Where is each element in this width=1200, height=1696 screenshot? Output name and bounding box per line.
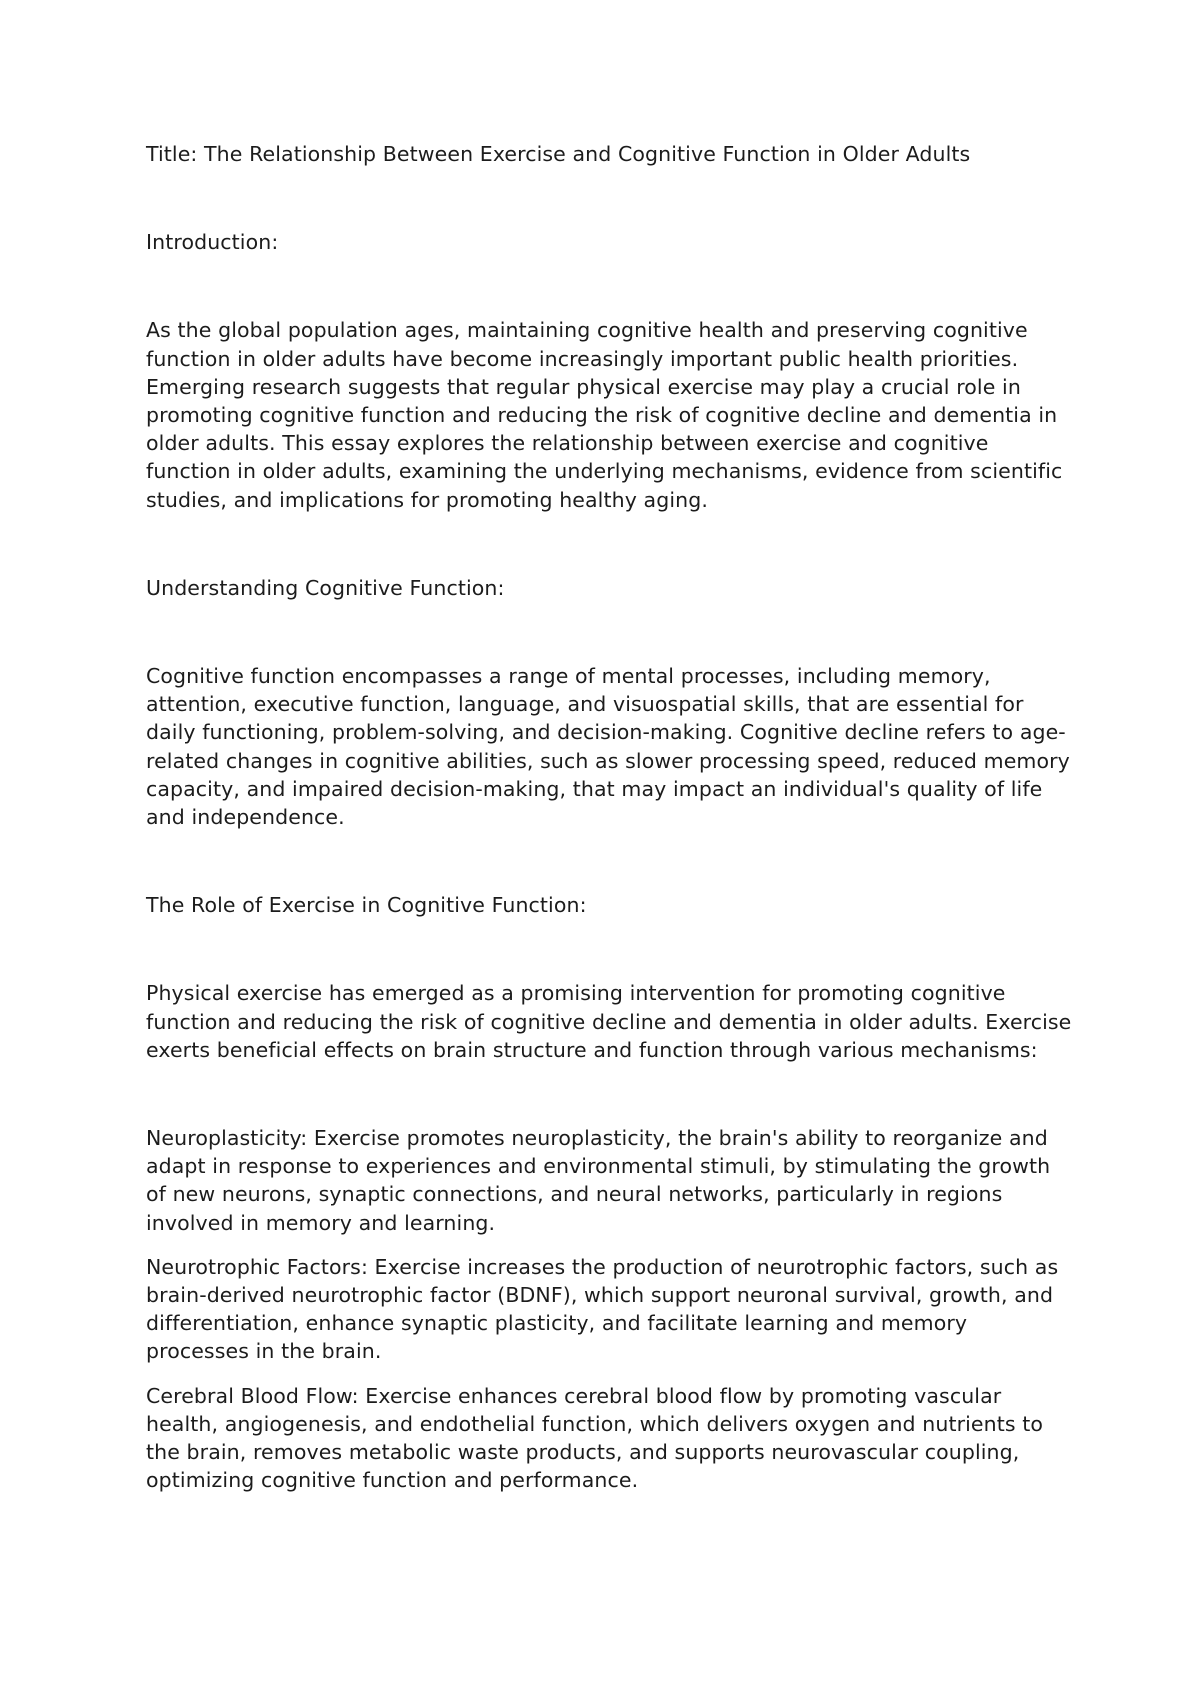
mechanism-neurotrophic-factors: Neurotrophic Factors: Exercise increases the production of neurotrophic factors, such as brain-derived neurotrophic factor (BDNF), which support neuronal survival, growth, and differentiation, enhance synaptic plasticity, and facilitate learning and memory processes in the brain. [146, 1254, 1059, 1364]
mechanism-neuroplasticity: Neuroplasticity: Exercise promotes neuroplasticity, the brain's ability to reorganize and adapt in response to experiences and environmental stimuli, by stimulating the growth of new neurons, synaptic connections, and neural networks, particularly in regions involved in memory and learning. [146, 1126, 1051, 1235]
section-heading-role-of-exercise: The Role of Exercise in Cognitive Function: [146, 893, 587, 918]
document-title: Title: The Relationship Between Exercise and Cognitive Function in Older Adults [146, 142, 971, 166]
section-paragraph-introduction: As the global population ages, maintaining cognitive health and preserving cognitive function in older adults have become increasingly important public health priorities. Emerging research suggests that regular physical exercise may play a crucial role in promoting cognitive function and reducing the risk of cognitive decline and dementia in older adults. This essay explores the relationship between exercise and cognitive function in older adults, examining the underlying mechanisms, evidence from scientific studies, and implications for promoting healthy aging. [146, 318, 1063, 512]
section-heading-introduction: Introduction: [146, 230, 279, 255]
section-heading-understanding-cognitive-function: Understanding Cognitive Function: [146, 575, 505, 600]
section-paragraph-role-of-exercise: Physical exercise has emerged as a promising intervention for promoting cognitive function and reducing the risk of cognitive decline and dementia in older adults. Exercise exerts beneficial effects on brain structure and function through various mechanisms: [146, 981, 1072, 1062]
section-paragraph-understanding-cognitive-function: Cognitive function encompasses a range of mental processes, including memory, attention, executive function, language, and visuospatial skills, that are essential for daily functioning, problem-solving, and decision-making. Cognitive decline refers to age-related changes in cognitive abilities, such as slower processing speed, reduced memory capacity, and impaired decision-making, that may impact an individual's quality of life and independence. [146, 664, 1070, 830]
mechanism-cerebral-blood-flow: Cerebral Blood Flow: Exercise enhances cerebral blood flow by promoting vascular health, angiogenesis, and endothelial function, which delivers oxygen and nutrients to the brain, removes metabolic waste products, and supports neurovascular coupling, optimizing cognitive function and performance. [146, 1383, 1044, 1493]
document-body [146, 140, 1076, 1511]
